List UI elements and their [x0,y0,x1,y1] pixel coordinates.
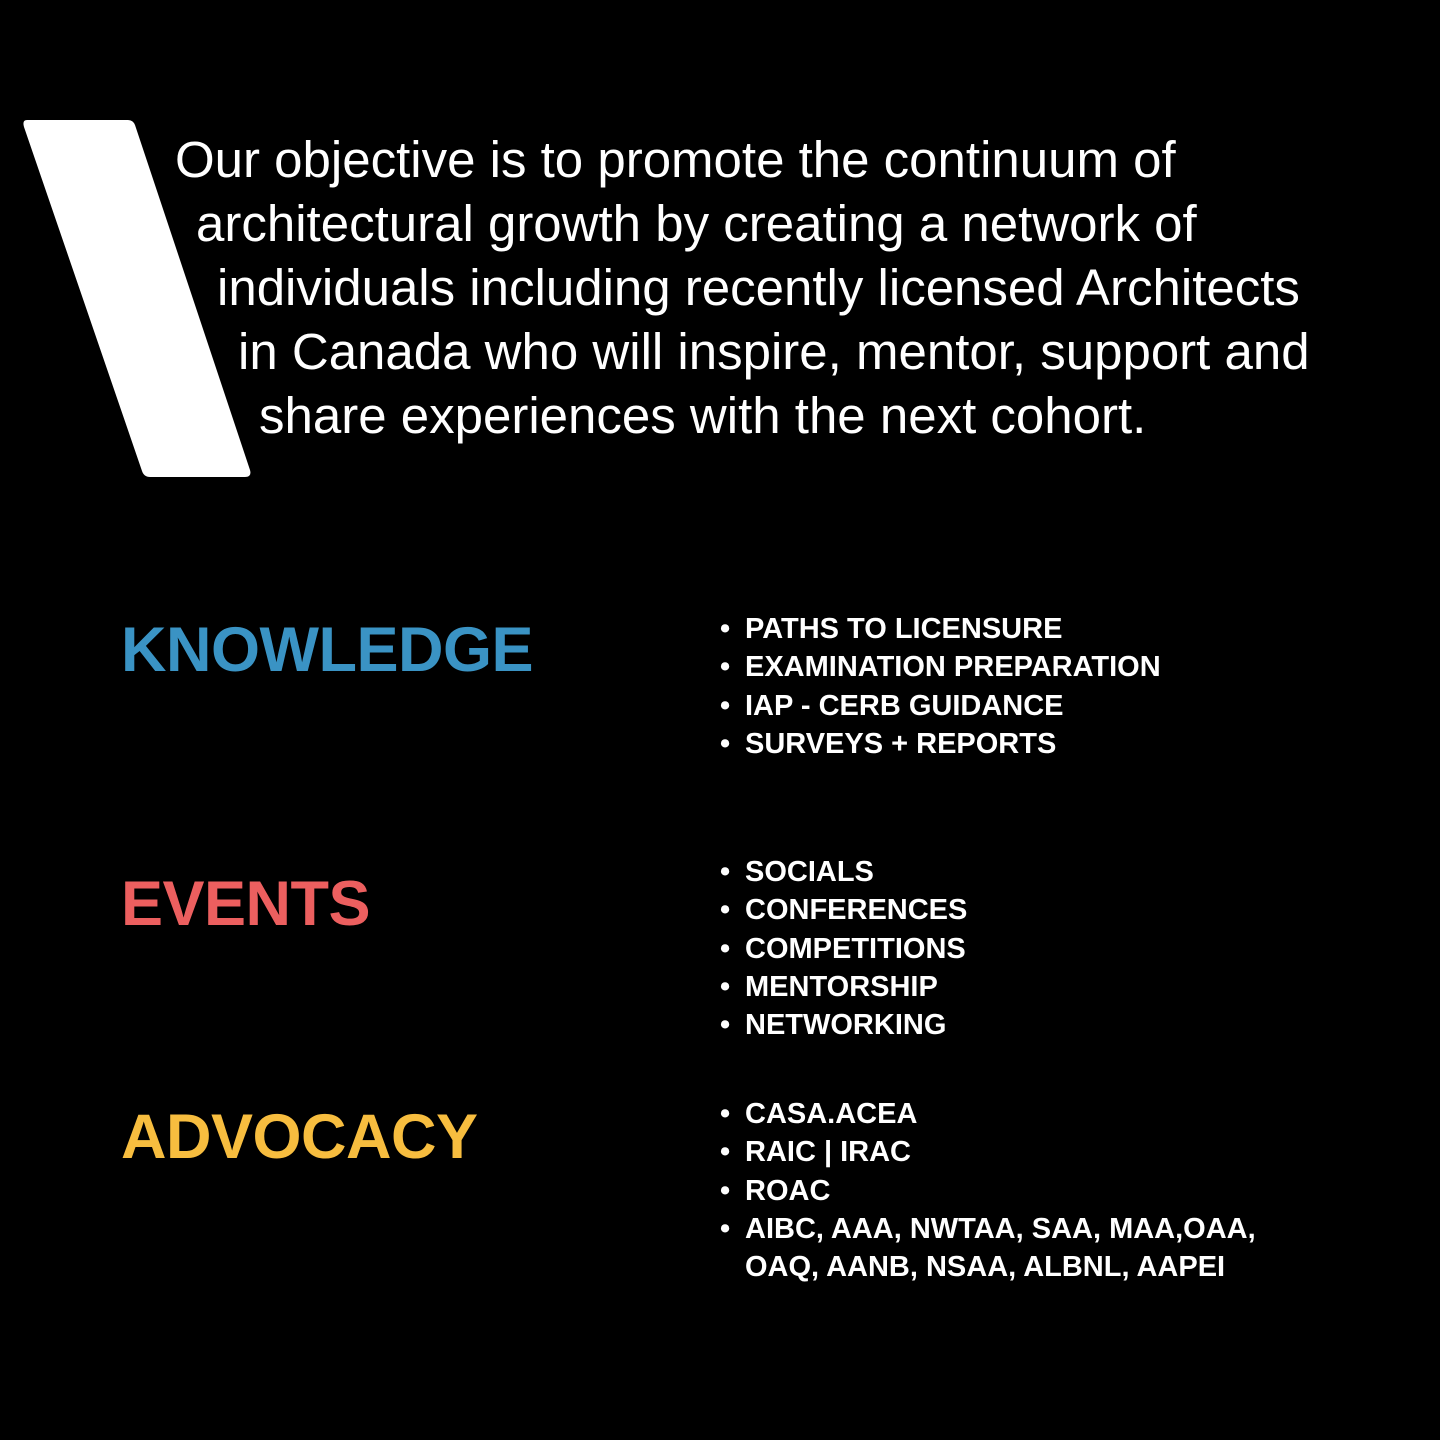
list-item: • ROAC [720,1172,1256,1210]
list-item: • RAIC | IRAC [720,1133,1256,1171]
list-item: • NETWORKING [720,1006,967,1044]
bullet-icon: • [720,689,731,722]
bullet-icon: • [720,932,731,965]
list-item: • IAP - CERB GUIDANCE [720,687,1161,725]
bullet-icon: • [720,894,731,927]
list-item: • SOCIALS [720,853,967,891]
objective-line: Our objective is to promote the continuum of [175,131,1176,188]
bullet-icon: • [720,1212,731,1245]
bullet-icon: • [720,856,731,888]
objective-line: in Canada who will inspire, mentor, support and [238,323,1310,380]
knowledge-heading: KNOWLEDGE [121,615,533,685]
objective-line: individuals including recently licensed Architects [217,259,1300,316]
list-item-continuation: OAQ, AANB, NSAA, ALBNL, AAPEI [745,1251,1226,1284]
objective-line: architectural growth by creating a network of [196,195,1197,252]
bullet-icon: • [720,970,731,1003]
list-item: • SURVEYS + REPORTS [720,725,1161,763]
bullet-icon: • [720,1098,731,1130]
events-list [720,853,967,1044]
bullet-icon: • [720,1174,731,1207]
advocacy-heading: ADVOCACY [121,1102,478,1172]
events-heading: EVENTS [121,869,371,939]
knowledge-list [720,610,1161,763]
list-item: • AIBC, AAA, NWTAA, SAA, MAA,OAA, OAQ, AANB, NSAA, ALBNL, AAPEI [720,1210,1256,1287]
objective-line: share experiences with the next cohort. [259,387,1147,444]
list-item: • COMPETITIONS [720,930,967,968]
bullet-icon: • [720,651,731,684]
bullet-icon: • [720,613,731,645]
list-item: • CASA.ACEA [720,1095,1256,1133]
bullet-icon: • [720,1009,731,1042]
list-item: • MENTORSHIP [720,968,967,1006]
list-item: • PATHS TO LICENSURE [720,610,1161,648]
list-item: • CONFERENCES [720,891,967,929]
advocacy-list [720,1095,1256,1286]
bullet-icon: • [720,1136,731,1169]
bullet-icon: • [720,727,731,760]
list-item: • EXAMINATION PREPARATION [720,648,1161,686]
